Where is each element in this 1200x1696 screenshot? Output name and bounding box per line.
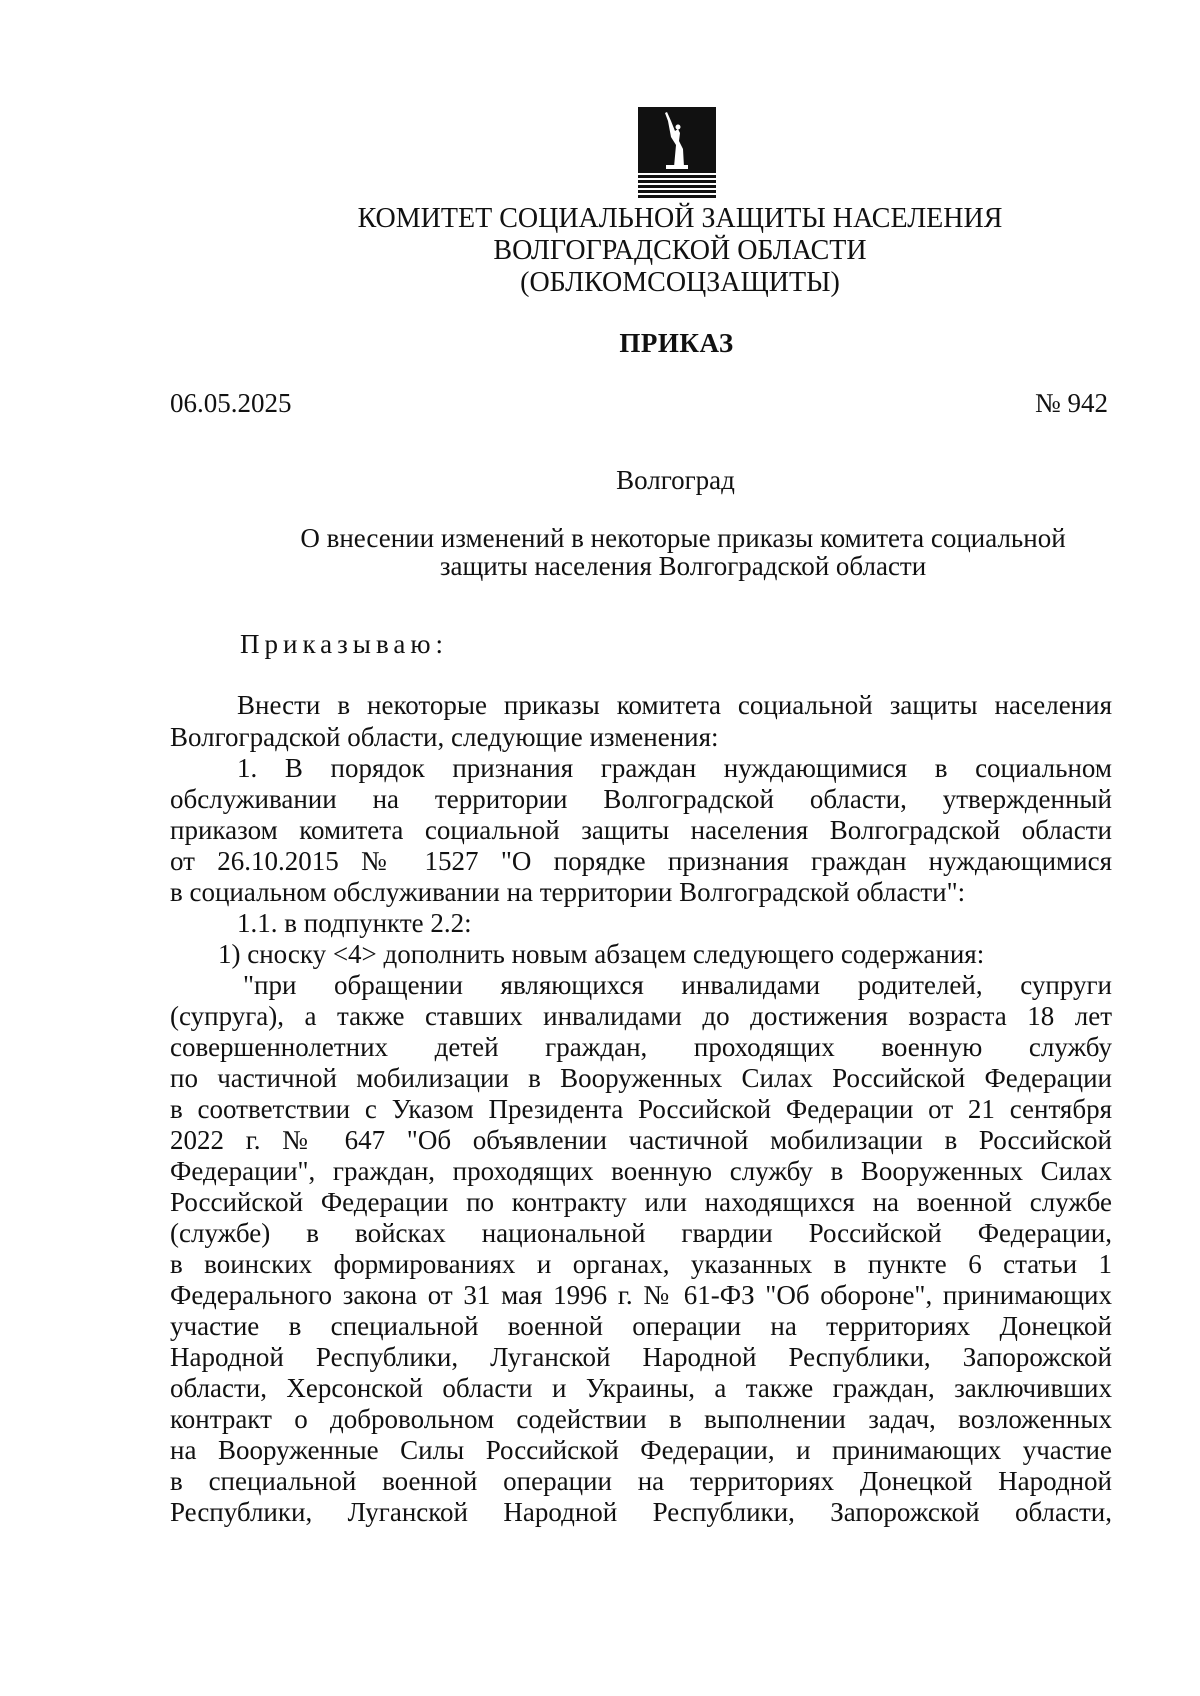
organization-name (300, 203, 1060, 299)
org-line-1: КОМИТЕТ СОЦИАЛЬНОЙ ЗАЩИТЫ НАСЕЛЕНИЯ (357, 203, 1003, 234)
body-line: Федерального закона от 31 мая 1996 г. № 61-ФЗ "Об обороне", принимающих (170, 1280, 1112, 1310)
document-city: Волгоград (616, 465, 735, 495)
body-line: области, Херсонской области и Украины, а также граждан, заключивших (170, 1373, 1112, 1403)
body-line: контракт о добровольном содействии в выполнении задач, возложенных (170, 1404, 1112, 1434)
body-line: совершеннолетних детей граждан, проходящих военную службу (170, 1032, 1112, 1062)
body-line: Волгоградской области, следующие изменения: (170, 722, 719, 752)
subject-line-1: О внесении изменений в некоторые приказы комитета социальной (300, 523, 1066, 553)
body-line: в воинских формированиях и органах, указанных в пункте 6 статьи 1 (170, 1249, 1112, 1279)
order-word: Приказываю: (240, 629, 448, 659)
org-line-3: (ОБЛКОМСОЦЗАЩИТЫ) (520, 267, 840, 298)
body-line: 1) сноску <4> дополнить новым абзацем следующего содержания: (218, 939, 985, 969)
body-line: обслуживании на территории Волгоградской области, утвержденный (170, 784, 1112, 814)
body-line: от 26.10.2015 № 1527 "О порядке признания граждан нуждающимися (170, 846, 1112, 876)
body-line: (службе) в войсках национальной гвардии Российской Федерации, (170, 1218, 1112, 1248)
body-line: по частичной мобилизации в Вооруженных Силах Российской Федерации (170, 1063, 1112, 1093)
body-line: Республики, Луганской Народной Республики, Запорожской области, (170, 1497, 1112, 1527)
body-line: участие в специальной военной операции на территориях Донецкой (170, 1311, 1112, 1341)
document-date: 06.05.2025 (170, 388, 292, 418)
org-line-2: ВОЛГОГРАДСКОЙ ОБЛАСТИ (493, 235, 867, 266)
body-line: Народной Республики, Луганской Народной Республики, Запорожской (170, 1342, 1112, 1372)
body-line: 1. В порядок признания граждан нуждающимися в социальном (237, 753, 1112, 783)
body-line: "при обращении являющихся инвалидами родителей, супруги (243, 970, 1112, 1000)
body-line: 2022 г. № 647 "Об объявлении частичной мобилизации в Российской (170, 1125, 1112, 1155)
subject-line-2: защиты населения Волгоградской области (439, 551, 927, 581)
document-number: № 942 (1034, 388, 1108, 418)
body-line: в соответствии с Указом Президента Российской Федерации от 21 сентября (170, 1094, 1112, 1124)
body-line: приказом комитета социальной защиты населения Волгоградской области (170, 815, 1112, 845)
body-line: (супруга), а также ставших инвалидами до достижения возраста 18 лет (170, 1001, 1112, 1031)
body-line: на Вооруженные Силы Российской Федерации, и принимающих участие (170, 1435, 1112, 1465)
body-line: в социальном обслуживании на территории Волгоградской области": (170, 877, 966, 907)
body-line: Российской Федерации по контракту или находящихся на военной службе (170, 1187, 1112, 1217)
document-type-title: ПРИКАЗ (619, 328, 734, 358)
document-subject (248, 524, 1118, 580)
body-line: в специальной военной операции на территориях Донецкой Народной (170, 1466, 1112, 1496)
body-line: 1.1. в подпункте 2.2: (237, 908, 472, 938)
body-line: Внести в некоторые приказы комитета социальной защиты населения (237, 690, 1112, 720)
body-line: Федерации", граждан, проходящих военную службу в Вооруженных Силах (170, 1156, 1112, 1186)
volgograd-emblem-icon (638, 107, 716, 199)
